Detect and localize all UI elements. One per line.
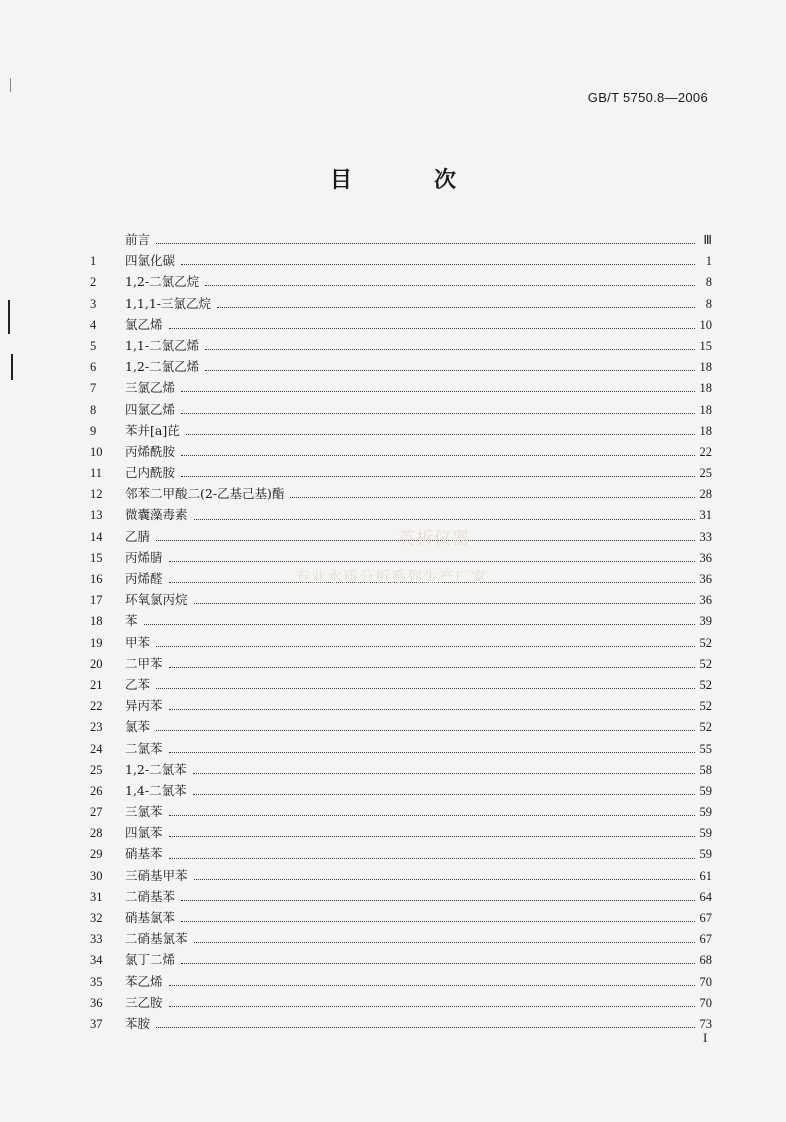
toc-leader-dots	[194, 603, 695, 604]
toc-entry	[90, 548, 712, 569]
standard-code: GB/T 5750.8—2006	[587, 90, 708, 105]
toc-entry	[90, 866, 712, 887]
toc-leader-dots	[169, 328, 695, 329]
toc-leader-dots	[290, 497, 694, 498]
toc-entry-label: 四氯乙烯	[125, 401, 176, 417]
toc-entry-page: 52	[699, 656, 712, 671]
toc-entry	[90, 633, 712, 654]
toc-leader-dots	[156, 688, 694, 689]
toc-entry-page: 22	[699, 444, 712, 459]
toc-entry-number: 25	[90, 762, 103, 777]
toc-entry-number: 20	[90, 656, 103, 671]
toc-entry-number: 14	[90, 529, 103, 544]
toc-leader-dots	[193, 773, 695, 774]
toc-entry	[90, 717, 712, 738]
toc-entry-label: 苯胺	[125, 1015, 151, 1031]
toc-leader-dots	[169, 582, 695, 583]
toc-entry-label: 1,1-二氯乙烯	[125, 337, 200, 353]
toc-entry	[90, 654, 712, 675]
scan-mark	[11, 354, 13, 380]
toc-entry-page: 8	[705, 275, 712, 290]
toc-entry-page: 59	[699, 805, 712, 820]
toc-entry-number: 21	[90, 677, 103, 692]
toc-entry-label: 1,2-二氯乙烷	[125, 274, 200, 290]
toc-entry-label: 四氯苯	[125, 825, 163, 841]
toc-entry-page: 59	[699, 826, 712, 841]
toc-leader-dots	[181, 921, 694, 922]
toc-entry-label: 丙烯腈	[125, 549, 163, 565]
toc-entry	[90, 781, 712, 802]
toc-entry-page: 55	[699, 741, 712, 756]
toc-entry-label: 1,4-二氯苯	[125, 782, 187, 798]
table-of-contents	[90, 230, 712, 1035]
toc-entry-label: 甲苯	[125, 634, 151, 650]
toc-leader-dots	[156, 540, 694, 541]
toc-entry-number: 4	[90, 317, 97, 332]
toc-entry	[90, 972, 712, 993]
toc-entry	[90, 569, 712, 590]
toc-entry-page: 15	[699, 338, 712, 353]
toc-entry-page: 70	[699, 995, 712, 1010]
toc-entry-number: 29	[90, 847, 103, 862]
toc-leader-dots	[194, 879, 695, 880]
toc-entry	[90, 844, 712, 865]
watermark-tagline: 专业水质分析系列生产厂家	[295, 568, 488, 586]
toc-leader-dots	[193, 794, 695, 795]
toc-entry-page: 64	[699, 889, 712, 904]
toc-entry-page: 59	[699, 847, 712, 862]
toc-entry-page: 52	[699, 677, 712, 692]
toc-entry	[90, 887, 712, 908]
page-title: 目 次	[329, 168, 486, 193]
toc-entry-label: 1,2-二氯苯	[125, 761, 187, 777]
toc-entry-page: 10	[699, 317, 712, 332]
scan-mark	[10, 78, 11, 92]
toc-entry	[90, 739, 712, 760]
toc-entry-page: 36	[699, 593, 712, 608]
toc-entry-number: 28	[90, 826, 103, 841]
toc-entry-number: 16	[90, 572, 103, 586]
toc-entry-page: 73	[699, 1016, 712, 1031]
toc-entry-number: 10	[90, 444, 103, 459]
toc-entry-page: 31	[699, 508, 712, 523]
toc-entry-label: 丙烯醛	[125, 571, 163, 586]
toc-leader-dots	[169, 815, 695, 816]
toc-entry	[90, 230, 712, 251]
toc-entry	[90, 378, 712, 399]
toc-entry-page: 18	[699, 360, 712, 375]
toc-entry-page: Ⅲ	[703, 233, 712, 247]
toc-entry-number: 32	[90, 911, 103, 925]
toc-leader-dots	[169, 985, 695, 986]
toc-leader-dots	[181, 455, 694, 456]
toc-entry	[90, 527, 712, 548]
toc-entry	[90, 1014, 712, 1035]
toc-entry	[90, 357, 712, 378]
toc-leader-dots	[181, 264, 695, 265]
toc-leader-dots	[156, 243, 695, 244]
toc-entry-label: 苯乙烯	[125, 973, 163, 989]
toc-entry-page: 52	[699, 720, 712, 735]
toc-leader-dots	[156, 730, 694, 731]
toc-entry-label: 氯乙烯	[125, 316, 163, 332]
watermark-logo-text: 英析仪器	[398, 529, 470, 549]
toc-entry	[90, 505, 712, 526]
toc-entry-label: 三硝基甲苯	[125, 867, 188, 883]
toc-entry-label: 1,1,1-三氯乙烷	[125, 295, 212, 311]
toc-entry-label: 丙烯酰胺	[125, 443, 176, 459]
toc-entry-number: 3	[90, 296, 97, 311]
toc-entry	[90, 908, 712, 929]
toc-entry	[90, 929, 712, 950]
toc-entry	[90, 336, 712, 357]
toc-entry-page: 70	[699, 974, 712, 989]
toc-entry-label: 己内酰胺	[125, 465, 176, 481]
toc-leader-dots	[169, 561, 695, 562]
toc-entry-page: 1	[705, 254, 712, 269]
toc-entry	[90, 421, 712, 442]
toc-entry-label: 苯并[a]芘	[125, 422, 180, 438]
toc-leader-dots	[169, 1006, 695, 1007]
toc-entry-number: 1	[90, 254, 97, 269]
scan-mark	[8, 300, 10, 334]
toc-entry-page: 52	[699, 699, 712, 714]
toc-entry-number: 18	[90, 614, 103, 629]
toc-entry	[90, 760, 712, 781]
toc-entry	[90, 251, 712, 272]
toc-entry-number: 8	[90, 402, 97, 417]
toc-entry-page: 67	[699, 932, 712, 947]
toc-entry	[90, 823, 712, 844]
toc-entry-number: 2	[90, 275, 97, 290]
toc-entry	[90, 272, 712, 293]
toc-leader-dots	[194, 942, 695, 943]
toc-leader-dots	[217, 307, 695, 308]
toc-entry	[90, 442, 712, 463]
toc-entry-number: 27	[90, 805, 103, 820]
toc-entry-label: 乙苯	[125, 676, 151, 692]
toc-entry	[90, 315, 712, 336]
toc-entry-number: 7	[90, 381, 97, 396]
toc-entry-label: 二硝基氯苯	[125, 931, 188, 947]
toc-leader-dots	[181, 900, 694, 901]
toc-entry-number: 34	[90, 953, 103, 968]
toc-entry	[90, 294, 712, 315]
toc-entry-number: 33	[90, 932, 103, 947]
toc-entry-number: 26	[90, 783, 103, 798]
toc-leader-dots	[205, 285, 695, 286]
toc-entry	[90, 950, 712, 971]
toc-entry-page: 18	[699, 423, 712, 438]
toc-entry-label: 乙腈	[125, 528, 151, 544]
toc-entry-number: 31	[90, 889, 103, 904]
toc-entry-page: 25	[699, 466, 712, 481]
toc-entry-page: 36	[699, 550, 712, 565]
toc-entry-label: 氯苯	[125, 719, 151, 735]
toc-leader-dots	[181, 391, 694, 392]
toc-entry-number: 24	[90, 741, 103, 756]
toc-entry-page: 36	[699, 572, 712, 586]
toc-entry-page: 39	[699, 614, 712, 629]
toc-entry-label: 硝基苯	[125, 846, 163, 862]
toc-entry	[90, 400, 712, 421]
toc-entry-number: 35	[90, 974, 103, 989]
toc-entry	[90, 484, 712, 505]
toc-entry-number: 9	[90, 423, 97, 438]
toc-entry-number: 22	[90, 699, 103, 714]
toc-entry-number: 17	[90, 593, 103, 608]
toc-entry	[90, 463, 712, 484]
toc-entry-label: 氯丁二烯	[125, 952, 176, 968]
toc-entry-number: 13	[90, 508, 103, 523]
toc-leader-dots	[169, 836, 695, 837]
toc-entry-number: 36	[90, 995, 103, 1010]
toc-entry-page: 67	[699, 911, 712, 925]
toc-leader-dots	[156, 646, 694, 647]
toc-entry	[90, 696, 712, 717]
toc-leader-dots	[181, 476, 694, 477]
toc-leader-dots	[169, 667, 695, 668]
toc-entry-number: 19	[90, 635, 103, 650]
toc-entry-page: 58	[699, 762, 712, 777]
toc-entry-number: 15	[90, 550, 103, 565]
toc-entry-number: 6	[90, 360, 97, 375]
toc-leader-dots	[169, 752, 695, 753]
toc-entry-label: 三乙胺	[125, 994, 163, 1010]
toc-entry-label: 微囊藻毒素	[125, 507, 188, 523]
toc-entry-page: 61	[699, 868, 712, 883]
toc-entry-number: 23	[90, 720, 103, 735]
toc-entry-page: 33	[699, 529, 712, 544]
toc-entry	[90, 802, 712, 823]
toc-entry-label: 四氯化碳	[125, 253, 176, 269]
toc-entry-label: 二氯苯	[125, 740, 163, 756]
toc-entry-number: 11	[90, 466, 103, 481]
toc-leader-dots	[186, 434, 695, 435]
toc-leader-dots	[181, 413, 694, 414]
toc-entry-page: 52	[699, 635, 712, 650]
toc-entry-page: 18	[699, 402, 712, 417]
page-number: I	[703, 1030, 708, 1045]
toc-leader-dots	[156, 1027, 694, 1028]
toc-entry-page: 18	[699, 381, 712, 396]
toc-entry-label: 1,2-二氯乙烯	[125, 359, 200, 375]
toc-entry	[90, 993, 712, 1014]
toc-entry-label: 二硝基苯	[125, 888, 176, 904]
toc-leader-dots	[169, 858, 695, 859]
toc-entry-label: 邻苯二甲酸二(2-乙基己基)酯	[125, 486, 285, 502]
toc-leader-dots	[169, 709, 695, 710]
toc-leader-dots	[205, 349, 694, 350]
toc-entry-label: 环氧氯丙烷	[125, 592, 188, 608]
toc-leader-dots	[144, 624, 695, 625]
toc-entry-label: 三氯苯	[125, 804, 163, 820]
toc-leader-dots	[205, 370, 694, 371]
toc-entry-page: 68	[699, 953, 712, 968]
toc-entry-number: 12	[90, 487, 103, 502]
toc-entry	[90, 611, 712, 632]
toc-entry-number: 37	[90, 1016, 103, 1031]
toc-entry-number: 5	[90, 338, 97, 353]
toc-leader-dots	[181, 963, 694, 964]
toc-entry-label: 异丙苯	[125, 698, 163, 714]
toc-entry-label: 前言	[125, 232, 151, 247]
toc-entry-number: 30	[90, 868, 103, 883]
toc-entry-label: 硝基氯苯	[125, 910, 176, 925]
toc-leader-dots	[194, 519, 695, 520]
toc-entry-label: 三氯乙烯	[125, 380, 176, 396]
toc-entry-page: 8	[705, 296, 712, 311]
toc-entry-page: 28	[699, 487, 712, 502]
toc-entry	[90, 675, 712, 696]
toc-entry-page: 59	[699, 783, 712, 798]
toc-entry	[90, 590, 712, 611]
toc-entry-label: 苯	[125, 613, 138, 629]
toc-entry-label: 二甲苯	[125, 655, 163, 671]
